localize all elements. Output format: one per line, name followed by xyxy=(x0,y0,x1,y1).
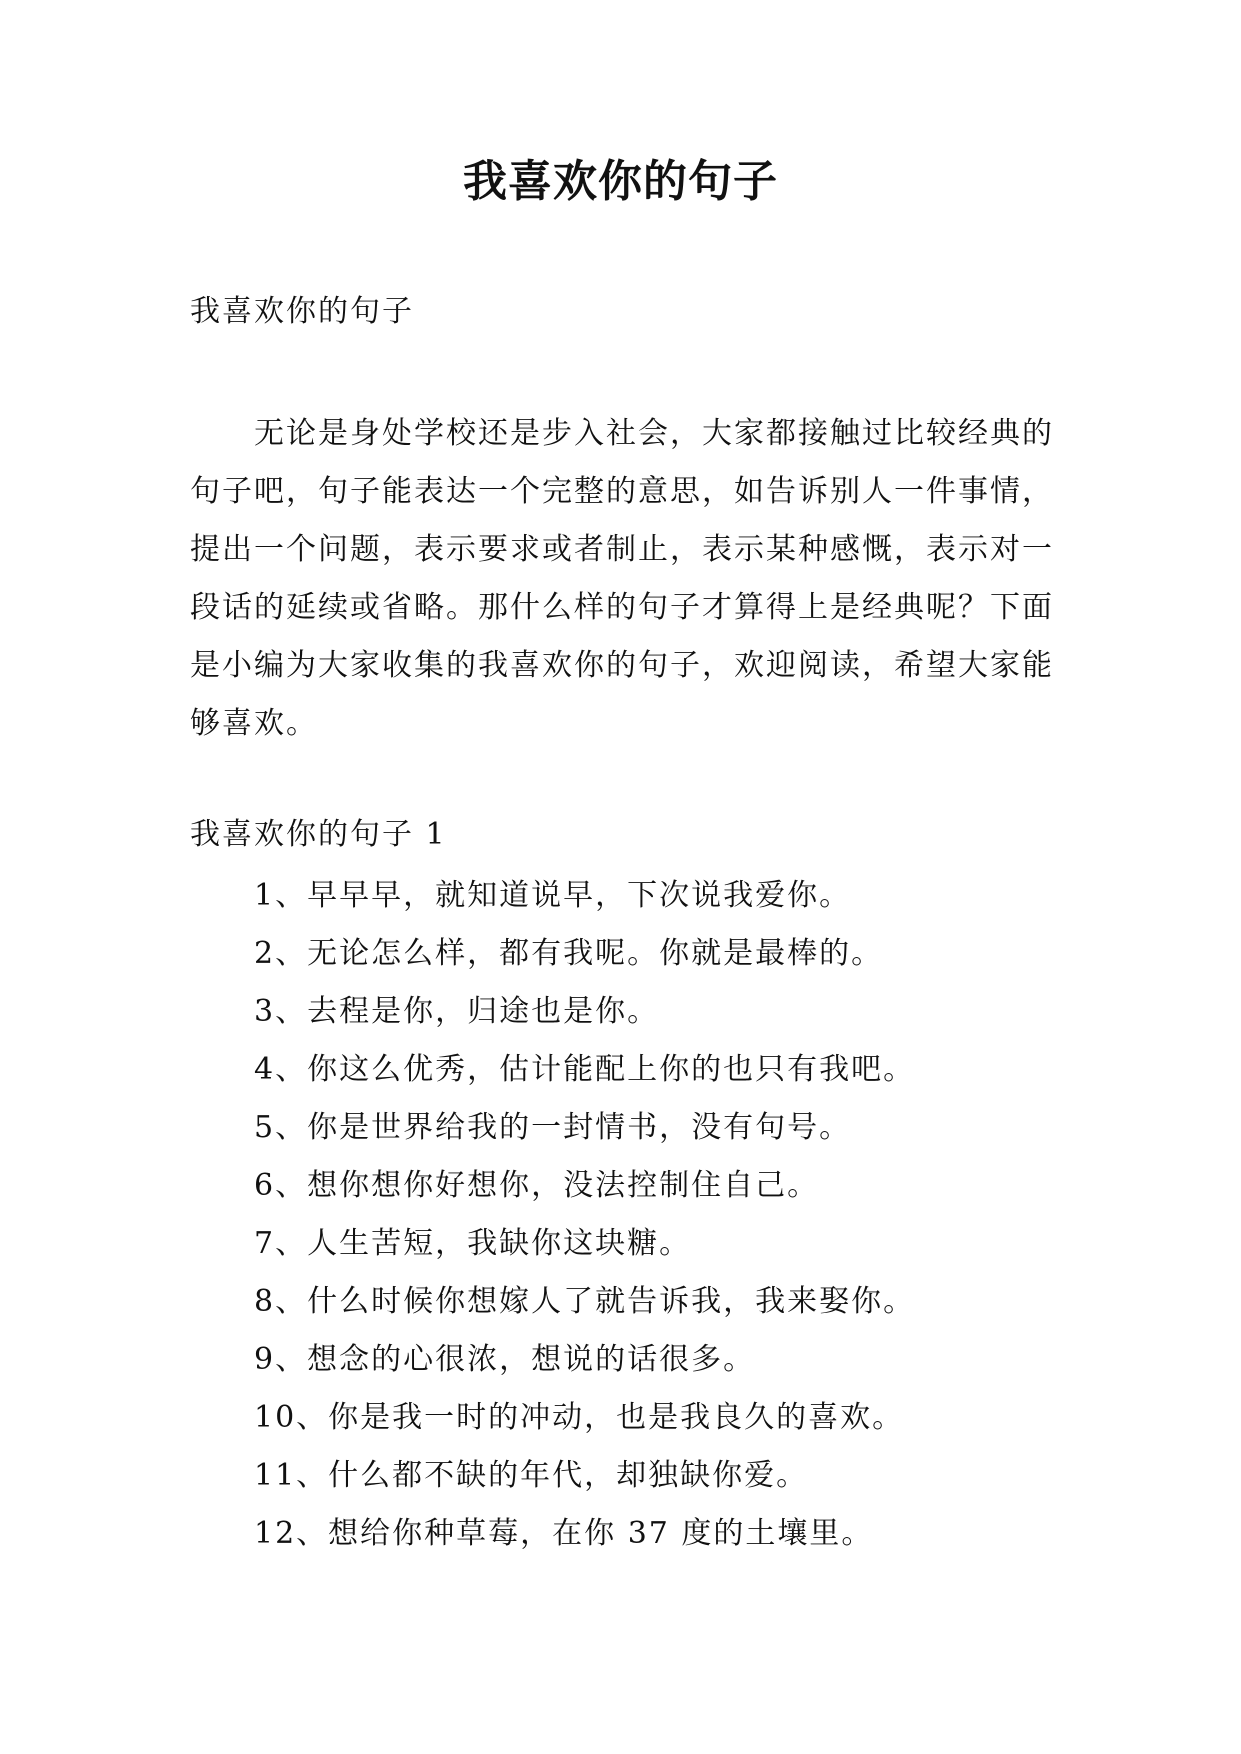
list-item: 12、想给你种草莓，在你 37 度的土壤里。 xyxy=(254,1516,874,1551)
list-item: 7、人生苦短，我缺你这块糖。 xyxy=(254,1226,692,1261)
list-item: 10、你是我一时的冲动，也是我良久的喜欢。 xyxy=(254,1400,905,1435)
list-item: 8、什么时候你想嫁人了就告诉我，我来娶你。 xyxy=(254,1284,916,1319)
intro-paragraph: 无论是身处学校还是步入社会，大家都接触过比较经典的句子吧，句子能表达一个完整的意思，如告诉别人一件事情，提出一个问题，表示要求或者制止，表示某种感慨，表示对一段话的延续或省略。那什么样的句子才算得上是经典呢？下面是小编为大家收集的我喜欢你的句子，欢迎阅读，希望大家能够喜欢。 xyxy=(190,416,1054,741)
section-heading: 我喜欢你的句子 1 xyxy=(190,817,447,852)
list-item: 4、你这么优秀，估计能配上你的也只有我吧。 xyxy=(254,1052,916,1087)
list-item: 11、什么都不缺的年代，却独缺你爱。 xyxy=(254,1458,809,1493)
list-item: 5、你是世界给我的一封情书，没有句号。 xyxy=(254,1110,852,1145)
list-item: 1、早早早，就知道说早，下次说我爱你。 xyxy=(254,878,852,913)
document-subtitle: 我喜欢你的句子 xyxy=(190,294,414,329)
list-item: 2、无论怎么样，都有我呢。你就是最棒的。 xyxy=(254,936,884,971)
list-item: 3、去程是你，归途也是你。 xyxy=(254,994,660,1029)
list-item: 6、想你想你好想你，没法控制住自己。 xyxy=(254,1168,820,1203)
list-item: 9、想念的心很浓，想说的话很多。 xyxy=(254,1342,756,1377)
document-title: 我喜欢你的句子 xyxy=(463,156,778,207)
sentence-list xyxy=(254,867,915,1563)
